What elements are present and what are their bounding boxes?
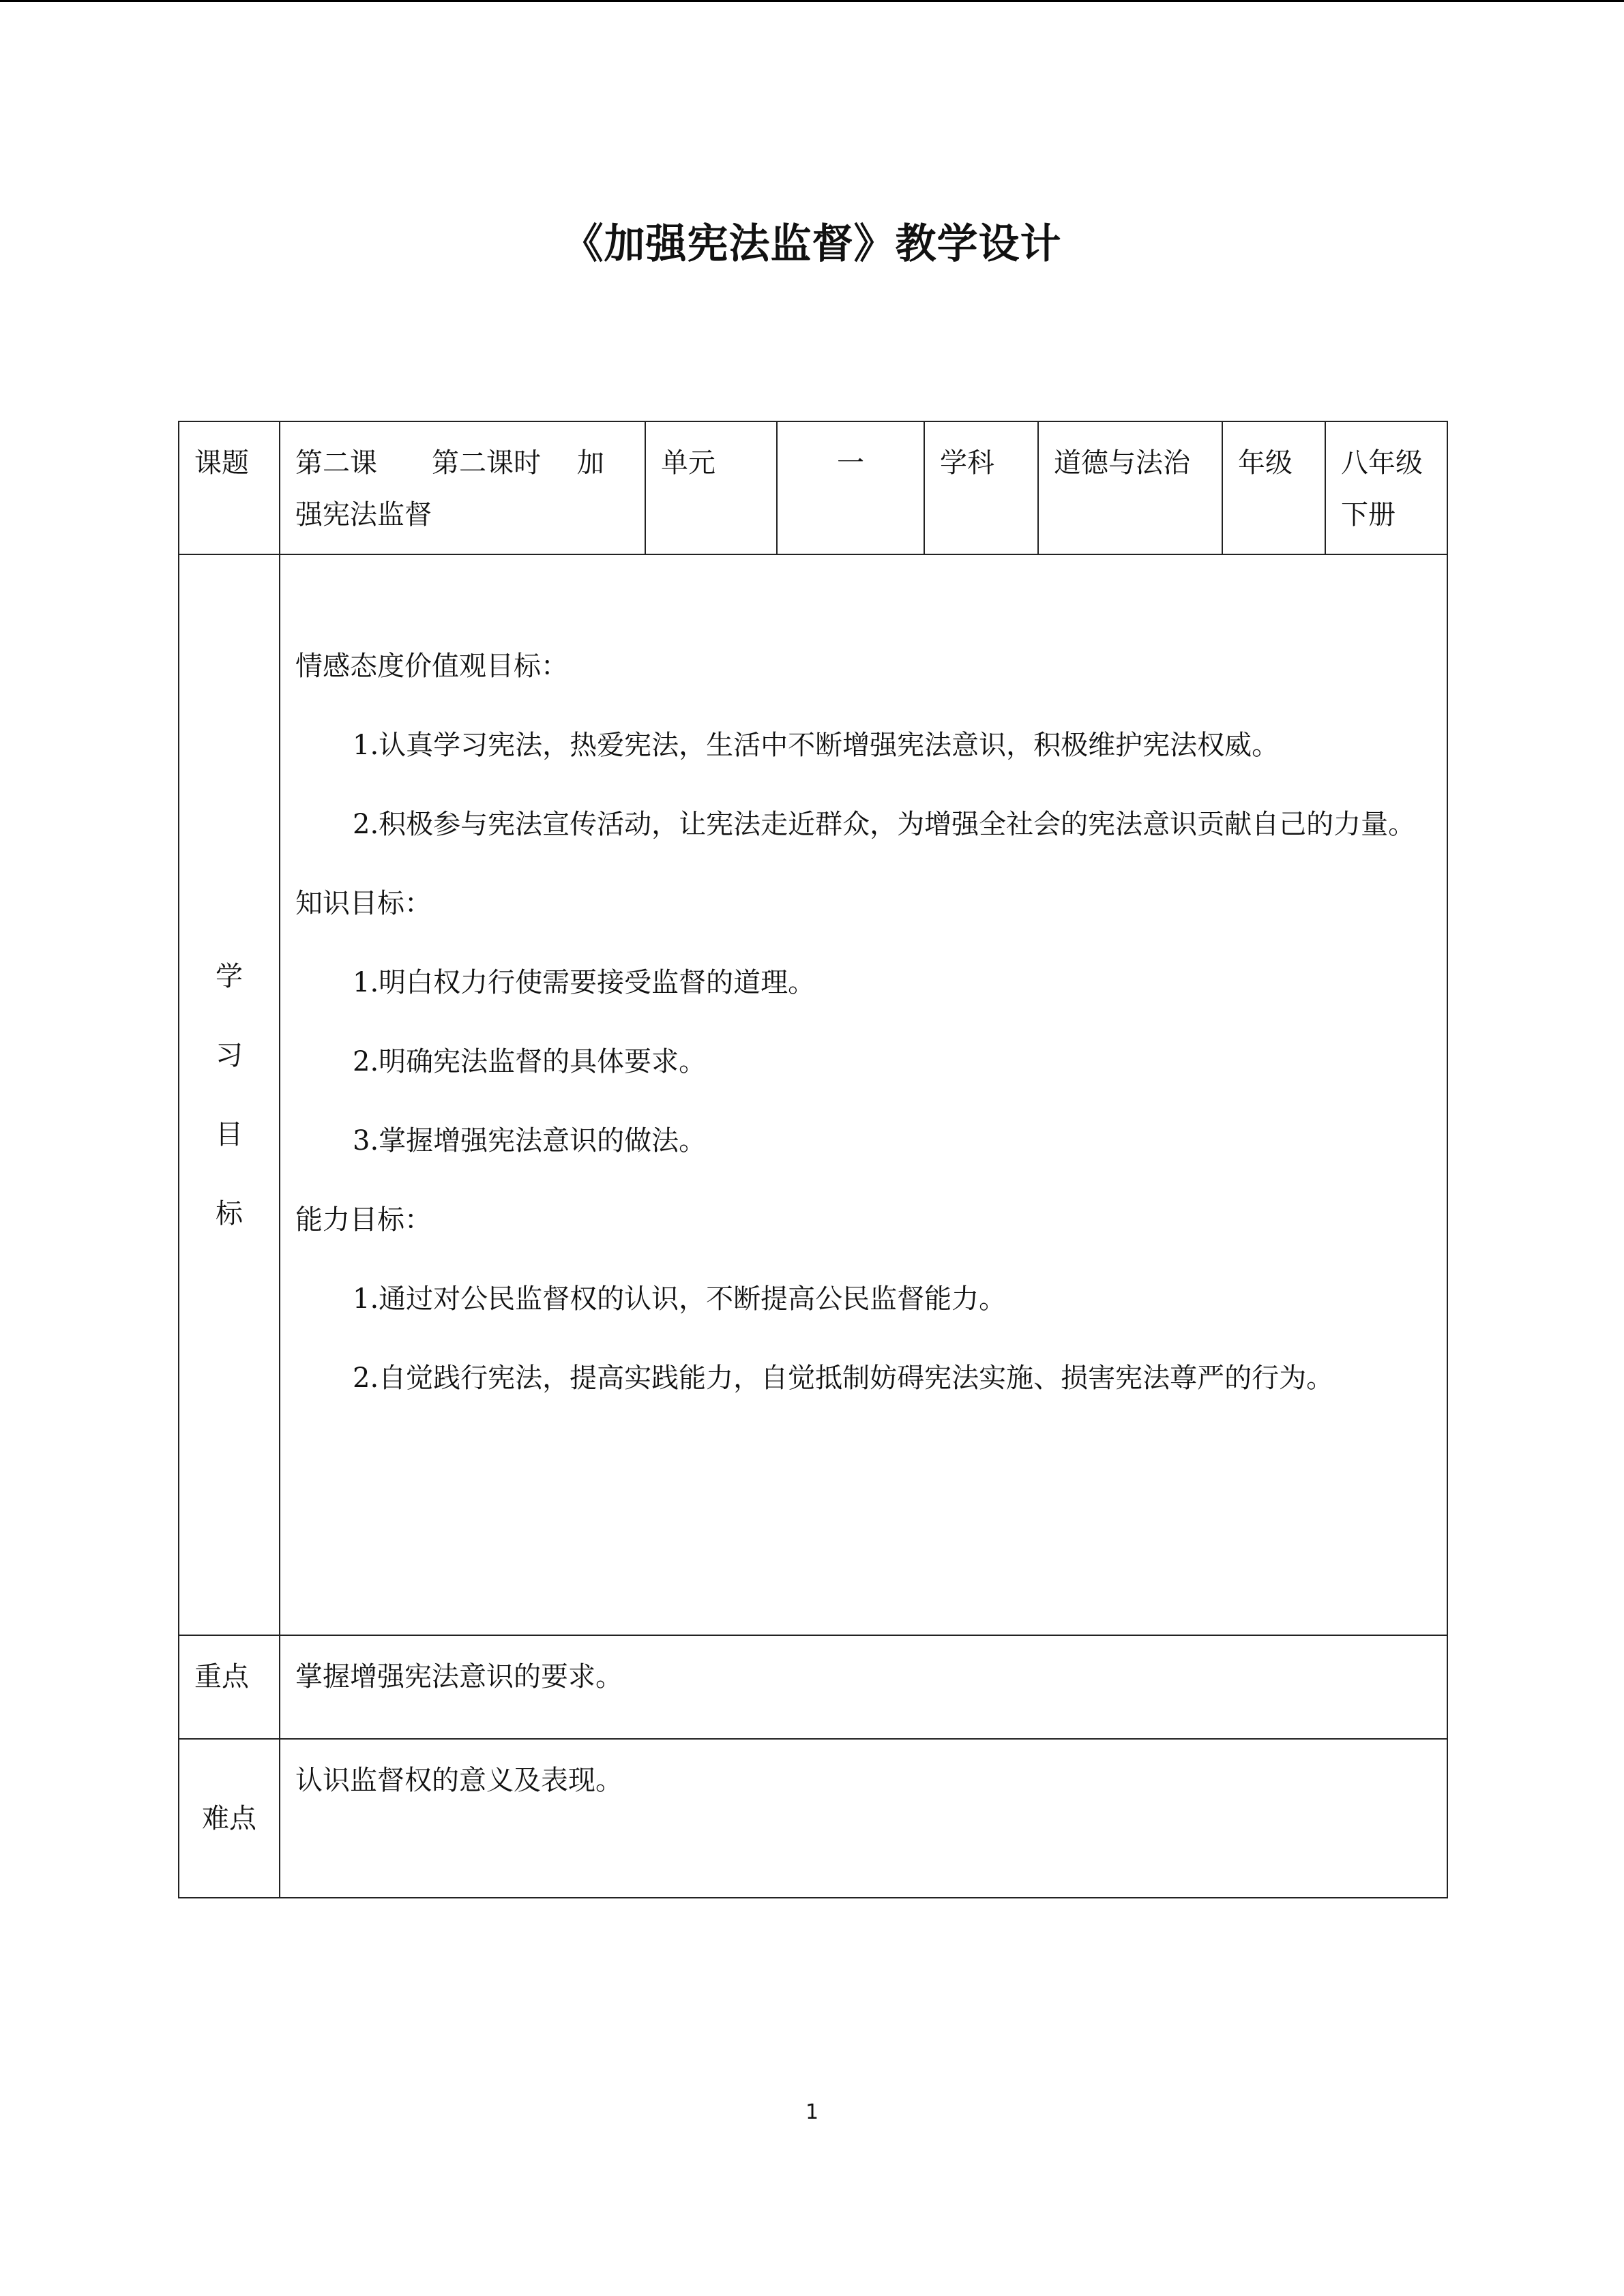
learning-goals-label: [179, 554, 280, 1635]
unit-label: 单元: [645, 421, 777, 554]
goal-item: 3.掌握增强宪法意识的做法。: [353, 1125, 707, 1157]
goal-section-heading: 能力目标：: [295, 1204, 432, 1236]
key-point-row: [179, 1635, 1447, 1739]
topic-value: 第二课 第二课时 加强宪法监督: [280, 421, 645, 554]
topic-label: 课题: [179, 421, 280, 554]
goal-section-heading: 知识目标：: [295, 888, 432, 919]
grade-label: 年级: [1222, 421, 1325, 554]
grade-value: 八年级下册: [1325, 421, 1447, 554]
difficulty-value: 认识监督权的意义及表现。: [280, 1739, 1447, 1898]
page-top-border: [0, 0, 1624, 2]
goal-item: 1.通过对公民监督权的认识，不断提高公民监督能力。: [353, 1283, 1007, 1315]
lesson-plan-table: [178, 421, 1448, 1898]
goal-item: 1.明白权力行使需要接受监督的道理。: [353, 967, 816, 998]
goal-item: 2.积极参与宪法宣传活动，让宪法走近群众，为增强全社会的宪法意识贡献自己的力量。: [353, 809, 1416, 840]
header-row: [179, 421, 1447, 554]
goal-item: 1.认真学习宪法，热爱宪法，生活中不断增强宪法意识，积极维护宪法权威。: [353, 730, 1280, 761]
unit-value: 一: [777, 421, 924, 554]
subject-label: 学科: [924, 421, 1038, 554]
page-number: 1: [805, 2100, 819, 2124]
learning-goals-content: [280, 554, 1447, 1635]
label-char: 学: [216, 960, 243, 992]
difficulty-label: [179, 1739, 280, 1898]
document-title: 《加强宪法监督》教学设计: [562, 220, 1062, 268]
difficulty-label-text: 难点: [202, 1802, 256, 1834]
learning-goals-row: [179, 554, 1447, 1635]
label-char: 习: [216, 1039, 243, 1071]
label-char: 目: [216, 1118, 243, 1150]
goal-section-heading: 情感态度价值观目标：: [295, 651, 568, 682]
key-point-label: 重点: [179, 1635, 280, 1739]
key-point-value: 掌握增强宪法意识的要求。: [280, 1635, 1447, 1739]
goal-item: 2.明确宪法监督的具体要求。: [353, 1046, 707, 1077]
subject-value: 道德与法治: [1038, 421, 1222, 554]
goal-item: 2.自觉践行宪法，提高实践能力，自觉抵制妨碍宪法实施、损害宪法尊严的行为。: [353, 1362, 1334, 1394]
difficulty-row: [179, 1739, 1447, 1898]
label-char: 标: [216, 1197, 243, 1229]
